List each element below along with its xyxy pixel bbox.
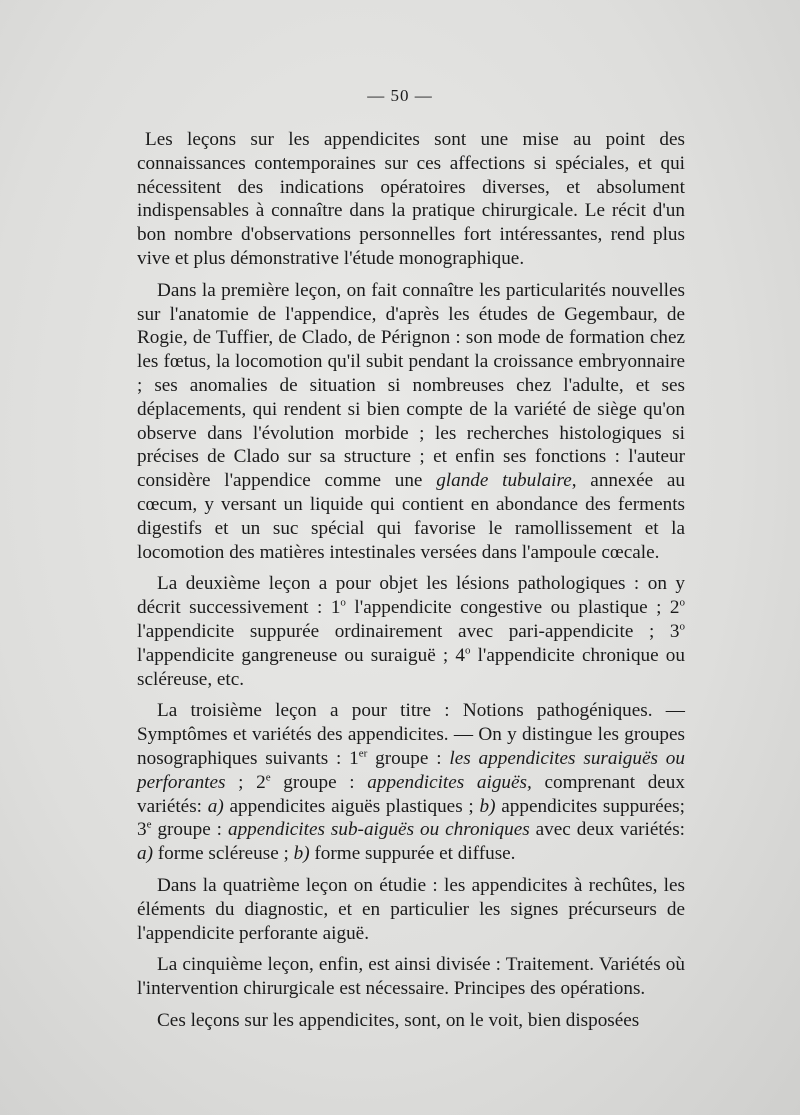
paragraph-closing: Ces leçons sur les appendicites, sont, on le voit, bien disposées xyxy=(157,1009,640,1031)
italic-term: a) xyxy=(207,795,224,817)
italic-term: a) xyxy=(137,843,153,865)
text-run: appendicites suppurées; 3 xyxy=(137,795,685,841)
text-run: La deuxième leçon a pour objet les lésions pathologiques : on y décrit successivement : 1 xyxy=(137,573,685,619)
text-run: appendicites aiguës plastiques ; xyxy=(223,795,480,817)
superscript: e xyxy=(265,771,271,784)
text-run: La troisième leçon a pour titre : Notions pathogéniques. — Symptômes et variétés des appendicites. — On y distingue les groupes nosographiques suivants : 1 xyxy=(137,700,685,769)
text-run: Dans la première leçon, on fait connaître les particularités nouvelles sur l'anatomie de l'appendice, d'après les études de Gegembaur, de Rogie, de Tuffier, de Clado, de Pérignon : son mode de formation chez les fœtus, la locomotion qu'il subit pendant la croissance embryonnaire ; ses anomalies de situation si nombreuses chez l'adulte, et ses déplacements, qui rendent si bien compte de la variété de siège qu'on observe dans l'évolution morbide ; les recherches histologiques si précises de Clado sur sa structure ; et enfin ses fonctions : l'auteur considère l'appendice comme une xyxy=(137,279,685,492)
superscript: o xyxy=(679,596,685,609)
text-run: forme suppurée et diffuse. xyxy=(309,843,516,865)
paragraph-first-lesson xyxy=(137,279,685,565)
body-text xyxy=(137,128,685,1041)
superscript: o xyxy=(340,596,346,609)
superscript: e xyxy=(146,818,152,831)
italic-term: glande tubulaire xyxy=(436,470,572,492)
page-number: — 50 — xyxy=(367,86,433,105)
text-run: avec deux variétés: xyxy=(529,819,686,841)
paragraph-fifth-lesson: La cinquième leçon, enfin, est ainsi divisée : Traitement. Variétés où l'intervention chirurgicale est nécessaire. Principes des opérations. xyxy=(137,954,685,1000)
italic-term: appendicites sub-aiguës ou chroniques xyxy=(227,819,530,841)
superscript: o xyxy=(464,644,471,657)
text-run: ; 2 xyxy=(225,771,266,793)
paragraph-second-lesson xyxy=(137,572,685,691)
text-run: groupe : xyxy=(270,771,368,793)
italic-term: b) xyxy=(479,795,496,817)
paragraph-third-lesson xyxy=(137,699,685,866)
text-run: comprenant deux variétés: xyxy=(137,771,685,817)
text-run: forme scléreuse ; xyxy=(152,843,294,865)
text-run: groupe : xyxy=(367,747,450,769)
paragraph-intro: Les leçons sur les appendicites sont une mise au point des connaissances contemporaines sur ces affections si spéciales, et qui nécessitent des indications opératoires diverses, et absolument indispensables à connaître dans la pratique chirurgicale. Le récit d'un bon nombre d'observations personnelles fort intéressantes, rend plus vive et plus démonstrative l'étude monographique. xyxy=(137,129,685,269)
italic-term: les appendicites suraiguës ou perforantes xyxy=(137,747,685,793)
italic-term: appendicites aiguës, xyxy=(367,771,532,793)
text-run: l'appendicite congestive ou plastique ; 2 xyxy=(345,597,680,619)
text-run: l'appendicite suppurée ordinairement avec pari-appendicite ; 3 xyxy=(137,620,680,642)
text-run: l'appendicite chronique ou scléreuse, etc. xyxy=(137,644,685,690)
text-run: groupe : xyxy=(151,819,228,841)
superscript: o xyxy=(679,620,685,633)
paragraph-fourth-lesson: Dans la quatrième leçon on étudie : les appendicites à rechûtes, les éléments du diagnostic, et en particulier les signes précurseurs de l'appendicite perforante aiguë. xyxy=(137,874,685,944)
text-run: l'appendicite gangreneuse ou suraiguë ; 4 xyxy=(137,644,465,666)
text-run: , annexée au cœcum, y versant un liquide qui contient en abondance des ferments digestifs et un suc spécial qui favorise le ramollissement et la locomotion des matières intestinales versées dans l'ampoule cœcale. xyxy=(137,470,685,563)
italic-term: b) xyxy=(293,843,310,865)
superscript: er xyxy=(358,747,368,760)
